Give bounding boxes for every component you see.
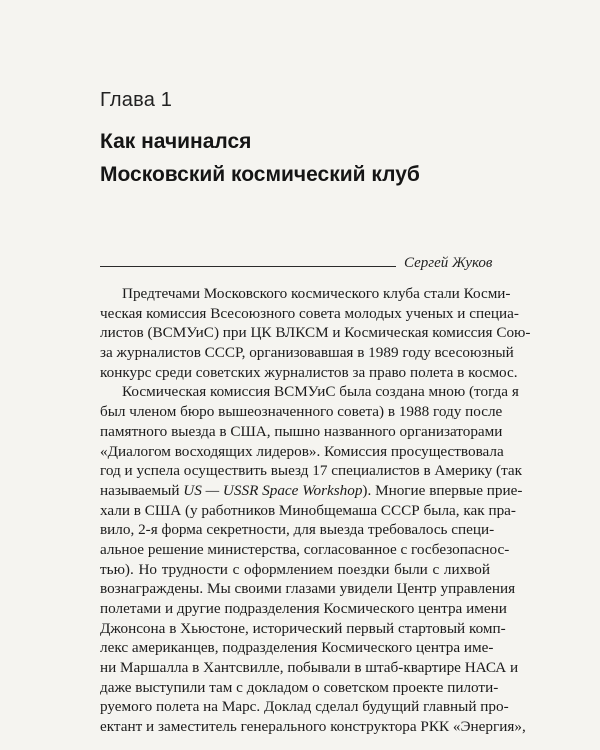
paragraph-line: тью). Но трудности с оформлением поездки были с лихвой: [100, 560, 490, 578]
paragraph-line: руемого полета на Марс. Доклад сделал будущий главный про-: [100, 698, 509, 716]
paragraph-line: хали в США (у работников Минобщемаша СССР была, как пра-: [100, 501, 516, 519]
paragraph-line: полетами и другие подразделения Космического центра имени: [100, 600, 507, 617]
paragraph-line: вознаграждены. Мы своими глазами увидели Центр управления: [100, 580, 516, 598]
body-text: [100, 284, 531, 737]
paragraph-line: год и успела осуществить выезд 17 специалистов в Америку (так: [100, 462, 523, 480]
chapter-label: Глава 1: [100, 89, 173, 111]
paragraph-line: был членом бюро вышеозначенного совета) в 1988 году после: [100, 403, 503, 421]
paragraph-line: за журналистов СССР, организовавшая в 1989 году всесоюзный: [100, 344, 514, 362]
paragraph-fragment: называемый: [100, 481, 184, 499]
author-divider: [100, 266, 396, 267]
paragraph-fragment: ). Многие впервые прие-: [362, 481, 523, 499]
paragraph-line: даже выступили там с докладом о советском проекте пилоти-: [100, 678, 499, 696]
paragraph-line: Джонсона в Хьюстоне, исторический первый стартовый комп-: [100, 619, 506, 637]
paragraph-line: ческая комиссия Всесоюзного совета молодых ученых и специа-: [100, 304, 519, 322]
paragraph-line: Предтечами Московского космического клуба стали Косми-: [122, 285, 511, 302]
author-name: Сергей Жуков: [404, 255, 493, 271]
workshop-name: US — USSR Space Workshop: [183, 481, 363, 499]
chapter-title-line: Московский космический клуб: [100, 163, 420, 186]
paragraph-line: памятного выезда в США, пышно названного организаторами: [100, 422, 503, 440]
paragraph-line: вило, 2-я форма секретности, для выезда требовалось специ-: [100, 521, 495, 539]
paragraph-line: листов (ВСМУиС) при ЦК ВЛКСМ и Космическая комиссия Сою-: [100, 324, 531, 342]
paragraph-line: ни Маршалла в Хантсвилле, побывали в штаб-квартире НАСА и: [100, 659, 519, 677]
paragraph-line: конкурс среди советских журналистов за право полета в космос.: [100, 363, 518, 381]
paragraph-line: Космическая комиссия ВСМУиС была создана мною (тогда я: [122, 383, 519, 401]
paragraph-line: альное решение министерства, согласованное с госбезопаснос-: [100, 540, 510, 558]
paragraph-line: ектант и заместитель генерального конструктора РКК «Энергия»,: [100, 718, 526, 736]
chapter-title-line: Как начинался: [100, 130, 252, 153]
chapter-title: [100, 125, 420, 191]
paragraph-line: «Диалогом восходящих лидеров». Комиссия просуществовала: [100, 442, 504, 460]
paragraph-line: [100, 481, 523, 501]
paragraph-line: лекс американцев, подразделения Космического центра име-: [100, 639, 494, 657]
